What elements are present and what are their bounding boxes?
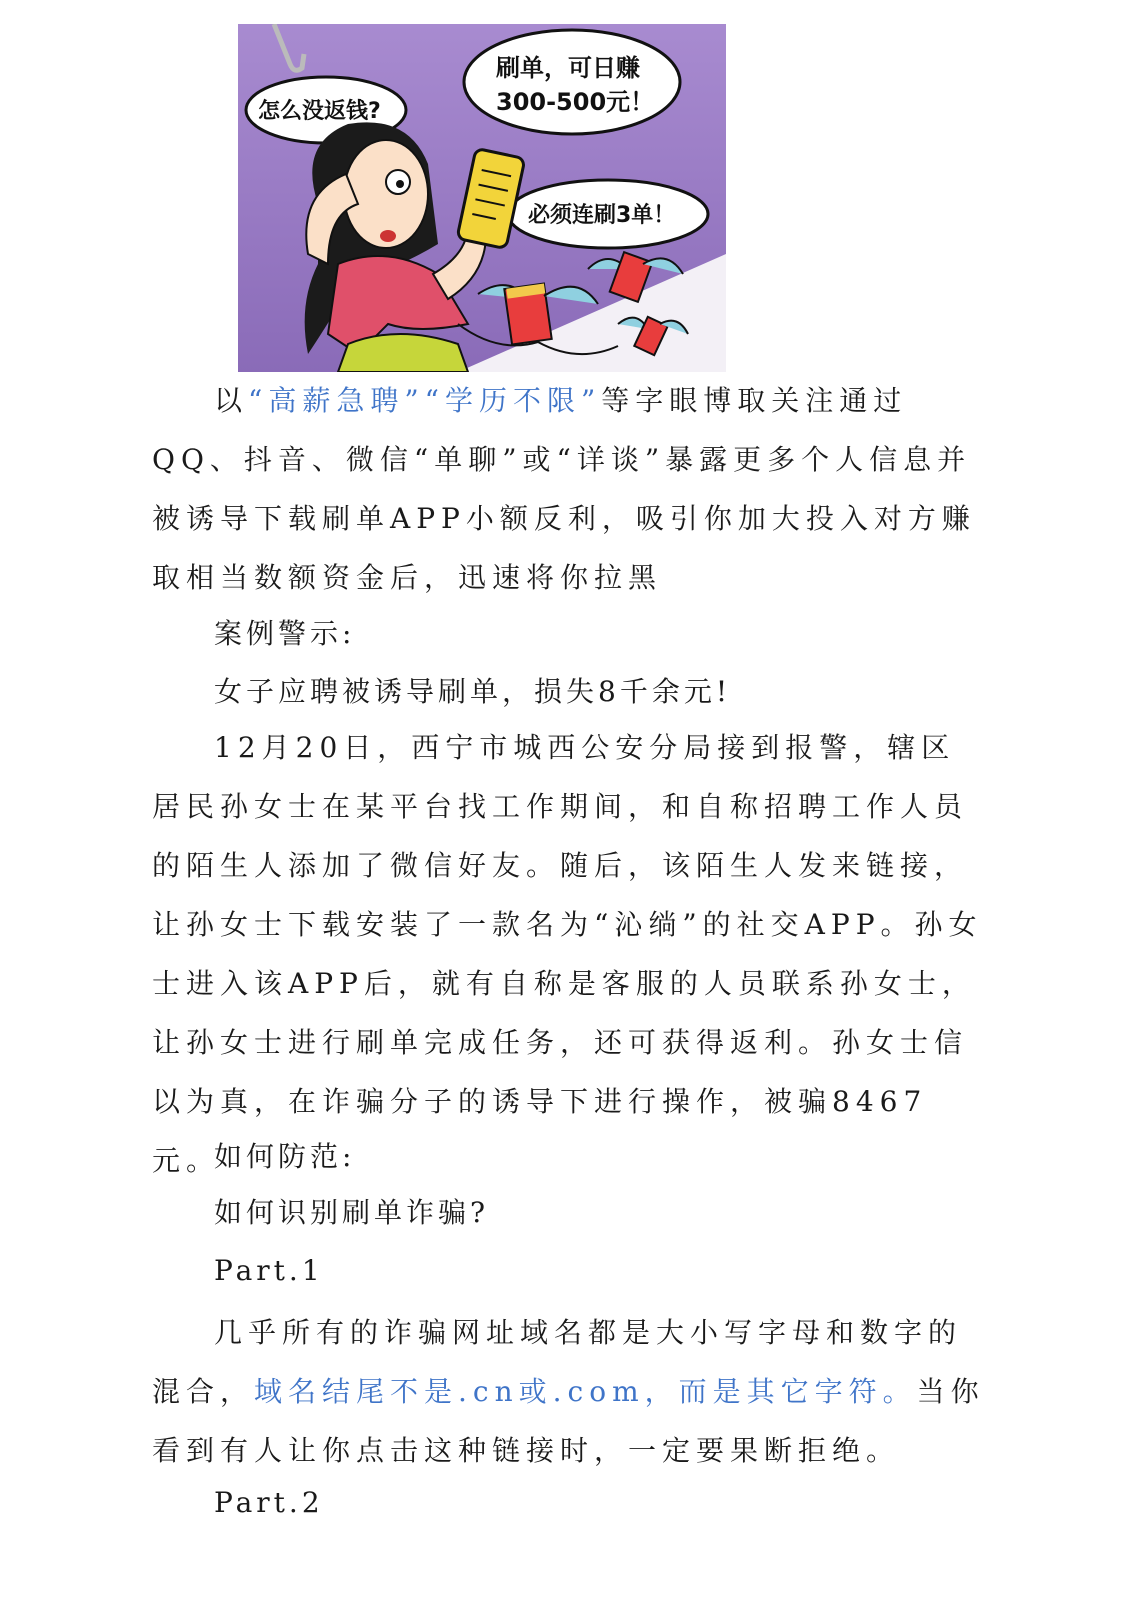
speech-bubble-top (464, 30, 680, 134)
highlight-no-education: “学历不限” (424, 384, 602, 417)
part1-paragraph (152, 1303, 988, 1480)
part2-label: Part.2 (214, 1486, 324, 1519)
scam-cartoon-illustration (238, 24, 726, 372)
intro-paragraph (152, 371, 988, 607)
bubble-right-text: 必须连刷3单！ (528, 203, 676, 228)
identify-heading: 如何识别刷单诈骗? (214, 1196, 490, 1229)
bubble-top-text-2: 300-500元！ (496, 88, 655, 116)
part1-rest: 当你看到有人让你点击这种链接时，一定要果断拒绝。 (152, 1375, 985, 1467)
part1-highlight: 域名结尾不是.cn或.com，而是其它字符。 (254, 1375, 917, 1408)
case-title: 女子应聘被诱导刷单，损失8千余元! (214, 675, 732, 708)
case-body: 12月20日，西宁市城西公安分局接到报警，辖区居民孙女士在某平台找工作期间，和自称招聘工作人员的陌生人添加了微信好友。随后，该陌生人发来链接，让孙女士下载安装了一款名为“沁绱”的社交APP。孙女士进入该APP后，就有自称是客服的人员联系孙女士，让孙女士进行刷单完成任务，还可获得返利。孙女士信以为真，在诈骗分子的诱导下进行操作，被骗8467元。 (152, 731, 983, 1177)
case-heading: 案例警示: (214, 617, 356, 650)
intro-rest: 等字眼博取关注通过QQ、抖音、微信“单聊”或“详谈”暴露更多个人信息并被诱导下载刷单APP小额反利，吸引你加大投入对方赚取相当数额资金后，迅速将你拉黑 (152, 384, 976, 594)
part1-lead: 几乎所有的诈骗网址域名都是大小写字母和数字的混合， (152, 1316, 963, 1408)
intro-lead: 以 (214, 384, 249, 417)
prevent-heading: 如何防范: (214, 1140, 356, 1173)
bubble-top-text-1: 刷单，可日赚 (496, 54, 640, 82)
bubble-left-text: 怎么没返钱? (258, 99, 381, 124)
part1-label: Part.1 (214, 1254, 324, 1287)
highlight-high-salary: “高薪急聘” (248, 384, 425, 417)
